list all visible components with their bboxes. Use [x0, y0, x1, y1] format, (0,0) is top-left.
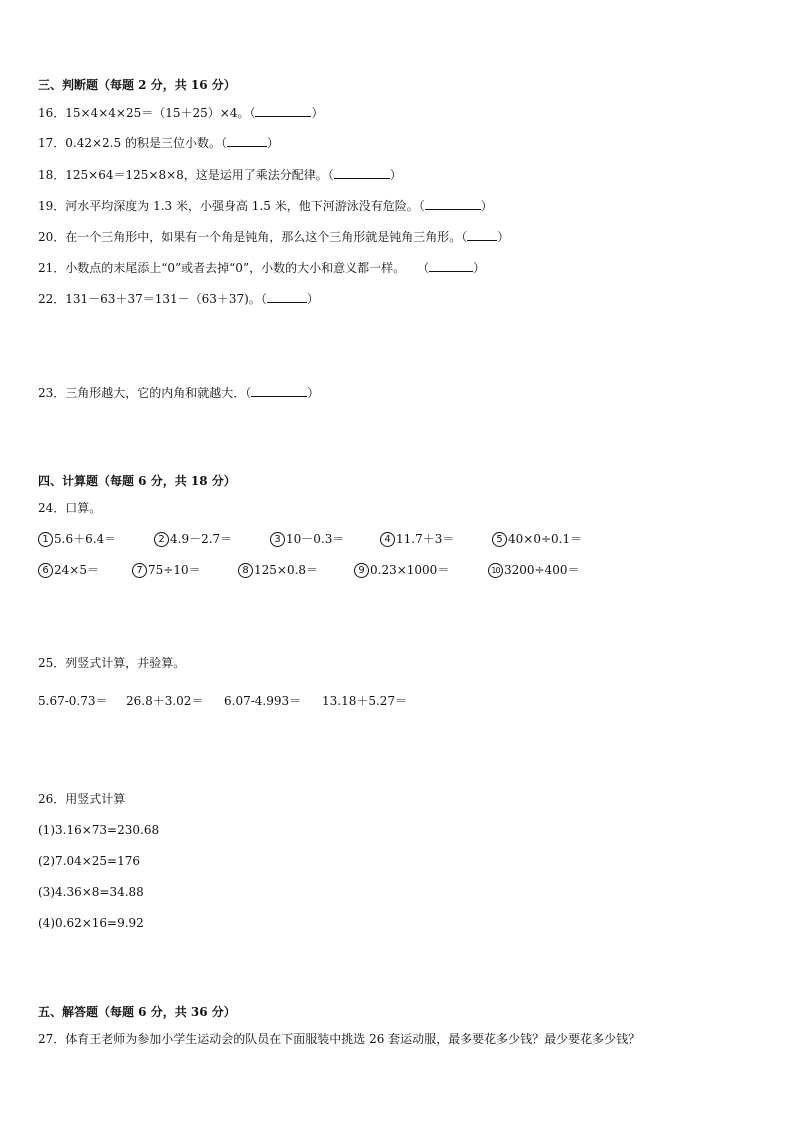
answer-blank[interactable]: [255, 104, 311, 117]
mental-math-item-3: [270, 530, 344, 548]
circled-number-5: 5: [492, 532, 507, 547]
question-27: 27．体育王老师为参加小学生运动会的队员在下面服装中挑选 26 套运动服，最多要花多少钱？最少要花多少钱？: [38, 1032, 641, 1046]
vertical-calc-item: 26.8＋3.02＝: [126, 694, 204, 708]
section-heading-calculation: 四、计算题（每题 6 分，共 18 分）: [38, 474, 236, 488]
question-26-item-3: (3)4.36×8=34.88: [38, 885, 144, 899]
question-18: [38, 166, 402, 184]
question-25-label: 25．列竖式计算，并验算。: [38, 656, 186, 670]
calc-expression: 40×0÷0.1＝: [508, 532, 583, 546]
calc-expression: 24×5＝: [54, 563, 99, 577]
question-text: 20．在一个三角形中，如果有一个角是钝角，那么这个三角形就是钝角三角形。（: [38, 230, 468, 244]
mental-math-item-5: [492, 530, 582, 548]
calc-expression: 11.7＋3＝: [396, 532, 455, 546]
question-26-label: 26．用竖式计算: [38, 792, 126, 806]
mental-math-item-1: [38, 530, 116, 548]
vertical-calc-item: 5.67-0.73＝: [38, 694, 108, 708]
circled-number-1: 1: [38, 532, 53, 547]
circled-number-4: 4: [380, 532, 395, 547]
question-text: 18．125×64＝125×8×8，这是运用了乘法分配律。（: [38, 168, 334, 182]
circled-number-6: 6: [38, 563, 53, 578]
question-text: 16．15×4×4×25＝（15＋25）×4。（: [38, 106, 256, 120]
answer-blank[interactable]: [425, 197, 481, 210]
question-text: 23．三角形越大，它的内角和就越大．（: [38, 386, 252, 400]
circled-number-9: 9: [354, 563, 369, 578]
section-heading-judgement: 三、判断题（每题 2 分，共 16 分）: [38, 78, 236, 92]
mental-math-item-8: [238, 561, 318, 579]
paren-close: ）: [389, 168, 402, 182]
question-text: 19．河水平均深度为 1.3 米，小强身高 1.5 米，他下河游泳没有危险。（: [38, 199, 425, 213]
question-26-item-2: (2)7.04×25=176: [38, 854, 140, 868]
question-16: [38, 104, 324, 122]
paren-close: ）: [480, 199, 493, 213]
circled-number-3: 3: [270, 532, 285, 547]
question-26-item-1: (1)3.16×73=230.68: [38, 823, 160, 837]
paren-close: ）: [497, 230, 510, 244]
mental-math-item-7: [132, 561, 201, 579]
vertical-calc-item: 13.18＋5.27＝: [322, 694, 408, 708]
paren-close: ）: [311, 106, 324, 120]
section-heading-word-problems: 五、解答题（每题 6 分，共 36 分）: [38, 1005, 236, 1019]
answer-blank[interactable]: [267, 290, 307, 303]
paren-close: ）: [473, 261, 486, 275]
question-21: [38, 259, 485, 277]
question-20: [38, 228, 509, 246]
calc-expression: 10－0.3＝: [286, 532, 345, 546]
question-22: [38, 290, 319, 308]
question-17: [38, 134, 279, 152]
mental-math-item-10: [488, 561, 580, 579]
mental-math-item-9: [354, 561, 449, 579]
calc-expression: 3200÷400＝: [504, 563, 580, 577]
circled-number-7: 7: [132, 563, 147, 578]
question-23: [38, 384, 319, 402]
calc-expression: 75÷10＝: [148, 563, 201, 577]
calc-expression: 125×0.8＝: [254, 563, 319, 577]
mental-math-item-4: [380, 530, 454, 548]
mental-math-item-2: [154, 530, 232, 548]
answer-blank[interactable]: [251, 384, 307, 397]
question-text: 21．小数点的末尾添上“0”或者去掉“0”，小数的大小和意义都一样。 （: [38, 261, 430, 275]
question-text: 22．131－63＋37＝131－（63＋37)。（: [38, 292, 267, 306]
calc-expression: 4.9－2.7＝: [170, 532, 233, 546]
circled-number-8: 8: [238, 563, 253, 578]
paren-close: ）: [306, 292, 319, 306]
question-26-item-4: (4)0.62×16=9.92: [38, 916, 144, 930]
question-19: [38, 197, 493, 215]
question-text: 17．0.42×2.5 的积是三位小数。（: [38, 136, 227, 150]
answer-blank[interactable]: [227, 134, 267, 147]
circled-number-2: 2: [154, 532, 169, 547]
paren-close: ）: [307, 386, 320, 400]
answer-blank[interactable]: [467, 228, 497, 241]
mental-math-item-6: [38, 561, 99, 579]
circled-number-10: 10: [488, 563, 503, 578]
answer-blank[interactable]: [429, 259, 473, 272]
calc-expression: 5.6＋6.4＝: [54, 532, 117, 546]
paren-close: ）: [266, 136, 279, 150]
answer-blank[interactable]: [334, 166, 390, 179]
calc-expression: 0.23×1000＝: [370, 563, 450, 577]
vertical-calc-item: 6.07-4.993＝: [224, 694, 302, 708]
question-24-label: 24．口算。: [38, 501, 102, 515]
